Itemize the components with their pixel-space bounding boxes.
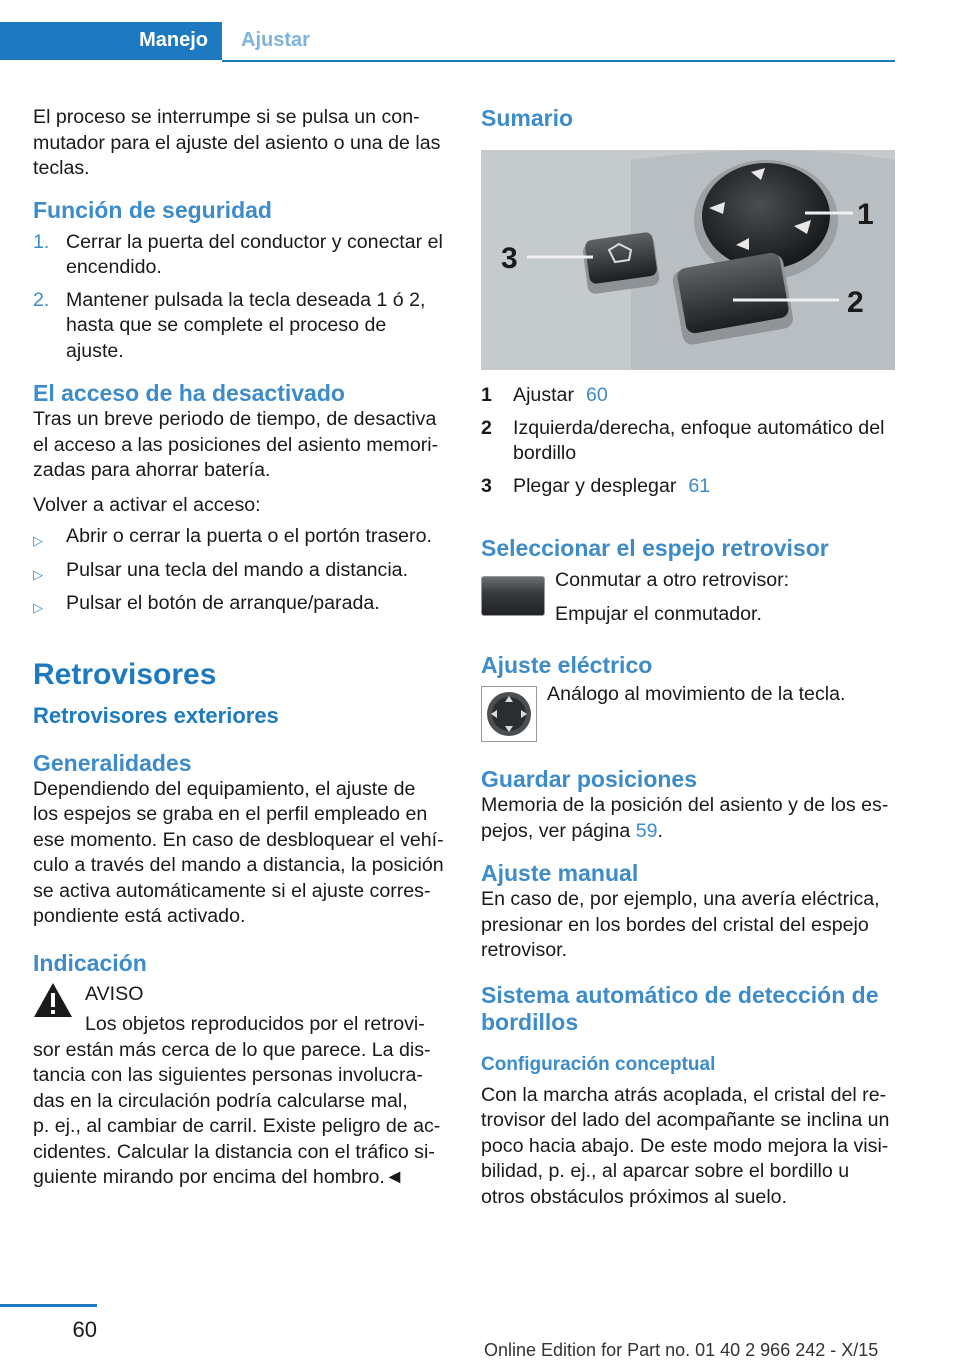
step-number: 1.: [33, 230, 50, 253]
list-item: [33, 591, 451, 617]
legend-number: 3: [481, 474, 492, 497]
page-link[interactable]: 61: [688, 474, 711, 497]
list-item: [33, 558, 451, 584]
left-column: [33, 98, 451, 1191]
legend-number: 1: [481, 384, 492, 406]
save-heading: Guardar posiciones: [481, 766, 698, 792]
reactivate-bullets: [33, 524, 451, 617]
tab-ajustar[interactable]: [222, 22, 895, 60]
edition-text: Online Edition for Part no. 01 40 2 966 242 - X/15: [484, 1340, 879, 1360]
body-line: Conmutar a otro retrovisor:: [555, 569, 790, 591]
tab-underline: [222, 60, 895, 62]
callout-3: 3: [501, 242, 518, 275]
triangle-bullet-icon: ▷: [33, 566, 43, 582]
security-heading: Función de seguridad: [33, 196, 272, 223]
curb-heading: Sistema automático de detección de: [481, 981, 879, 1008]
legend-row: [481, 416, 895, 467]
body-line: el acceso a las posiciones del asiento memori-: [33, 433, 439, 456]
body-line: Volver a activar el acceso:: [33, 493, 261, 516]
body-line: los espejos se graba en el perfil empleado en: [33, 803, 428, 825]
legend: [481, 383, 895, 499]
legend-row: [481, 383, 895, 409]
step-number: 2.: [33, 288, 50, 311]
body-text: .: [657, 819, 663, 842]
bullet-text: Pulsar una tecla del mando a distancia.: [66, 558, 409, 581]
warning-line: tancia con las siguientes personas involucra-: [33, 1064, 423, 1086]
body-line: Memoria de la posición del asiento y de los es-: [481, 794, 889, 816]
legend-text: Izquierda/derecha, enfoque automático del: [513, 416, 885, 439]
step-text: ajuste.: [66, 339, 124, 362]
body-line: Empujar el conmutador.: [555, 602, 762, 625]
step-text: Mantener pulsada la tecla deseada 1 ó 2,: [66, 288, 426, 311]
mirror-controls-photo: [481, 150, 895, 370]
bullet-text: Abrir o cerrar la puerta o el portón trasero.: [66, 525, 432, 547]
triangle-bullet-icon: ▷: [33, 600, 43, 615]
body-line: ese momento. En caso de desbloquear el vehí-: [33, 828, 444, 851]
body-line: bilidad, p. ej., al aparcar sobre el bordillo u: [481, 1160, 850, 1182]
list-item: [33, 524, 451, 550]
electric-block: [481, 682, 895, 742]
legend-row: [481, 474, 895, 500]
page-number: 60: [72, 1317, 97, 1342]
select-mirror-block: [481, 568, 895, 630]
body-line: En caso de, por ejemplo, una avería eléctrica,: [481, 888, 880, 910]
electric-heading: Ajuste eléctrico: [481, 652, 653, 678]
joystick-icon: [481, 686, 537, 742]
page-link[interactable]: 60: [585, 384, 608, 406]
step-text: Cerrar la puerta del conductor y conectar el: [66, 230, 443, 253]
warning-line: sor están más cerca de lo que parece. La dis-: [33, 1038, 431, 1061]
summary-heading: Sumario: [481, 105, 574, 131]
legend-text: Plegar y desplegar: [513, 474, 677, 497]
list-item: [33, 230, 451, 281]
body-line: se activa automáticamente si el ajuste corres-: [33, 879, 431, 902]
intro-line: teclas.: [33, 157, 90, 179]
legend-number: 2: [481, 416, 492, 439]
security-steps: [33, 230, 451, 365]
intro-line: mutador para el ajuste del asiento o una de las: [33, 131, 441, 154]
list-item: [33, 288, 451, 365]
mirrors-heading: Retrovisores: [33, 657, 217, 691]
curb-heading: bordillos: [481, 1008, 579, 1035]
warning-line: das en la circulación podría calcularse mal,: [33, 1089, 408, 1112]
access-heading: El acceso de ha desactivado: [33, 380, 345, 406]
callout-1: 1: [857, 198, 874, 231]
body-line: culo a través del mando a distancia, la posición: [33, 854, 444, 876]
step-text: hasta que se complete el proceso de: [66, 314, 387, 336]
body-line: zadas para ahorrar batería.: [33, 459, 271, 481]
page-link[interactable]: 59: [635, 819, 658, 842]
warning-line: Los objetos reproducidos por el retrovi-: [85, 1013, 425, 1035]
body-text: pejos, ver página: [481, 819, 636, 842]
body-line: Análogo al movimiento de la tecla.: [547, 683, 846, 705]
bullet-text: Pulsar el botón de arranque/parada.: [66, 592, 380, 614]
warning-block: [33, 982, 451, 1191]
mirror-switch-icon: [481, 576, 545, 616]
warning-line: guiente mirando por encima del hombro.◄: [33, 1166, 405, 1188]
footer-rule: [0, 1304, 97, 1307]
exterior-heading: Retrovisores exteriores: [33, 702, 279, 728]
intro-line: El proceso se interrumpe si se pulsa un con-: [33, 106, 420, 128]
mirror-controls-illustration: [481, 150, 895, 370]
warning-line: cidentes. Calcular la distancia con el tráfico si-: [33, 1140, 435, 1163]
body-line: poco hacia abajo. De este modo mejora la visi-: [481, 1134, 889, 1157]
body-line: Con la marcha atrás acoplada, el cristal del re-: [481, 1083, 887, 1106]
step-text: encendido.: [66, 256, 162, 278]
section-tabbar: [0, 22, 895, 62]
tab-manejo[interactable]: [0, 22, 222, 60]
general-heading: Generalidades: [33, 749, 192, 776]
callout-2: 2: [847, 286, 864, 319]
body-line: [481, 819, 895, 845]
manual-heading: Ajuste manual: [481, 860, 639, 886]
warning-triangle-icon: [33, 982, 73, 1018]
body-line: Dependiendo del equipamiento, el ajuste de: [33, 777, 416, 800]
triangle-bullet-icon: ▷: [33, 533, 43, 548]
right-column: [481, 98, 895, 1210]
body-line: Tras un breve periodo de tiempo, de desactiva: [33, 408, 437, 430]
concept-heading: Configuración conceptual: [481, 1053, 716, 1075]
warning-label: AVISO: [85, 982, 144, 1005]
body-line: trovisor del lado del acompañante se inclina un: [481, 1109, 890, 1131]
note-heading: Indicación: [33, 949, 147, 976]
select-mirror-heading: Seleccionar el espejo retrovisor: [481, 535, 829, 561]
legend-text: Ajustar: [513, 384, 574, 406]
body-line: presionar en los bordes del cristal del espejo: [481, 913, 869, 936]
tab-manejo-label: Manejo: [139, 29, 208, 51]
tab-ajustar-label: Ajustar: [241, 29, 310, 51]
body-line: retrovisor.: [481, 939, 568, 961]
body-line: otros obstáculos próximos al suelo.: [481, 1185, 788, 1208]
legend-text: bordillo: [513, 442, 577, 464]
warning-line: p. ej., al cambiar de carril. Existe peligro de ac-: [33, 1115, 441, 1137]
body-line: pondiente está activado.: [33, 905, 246, 927]
